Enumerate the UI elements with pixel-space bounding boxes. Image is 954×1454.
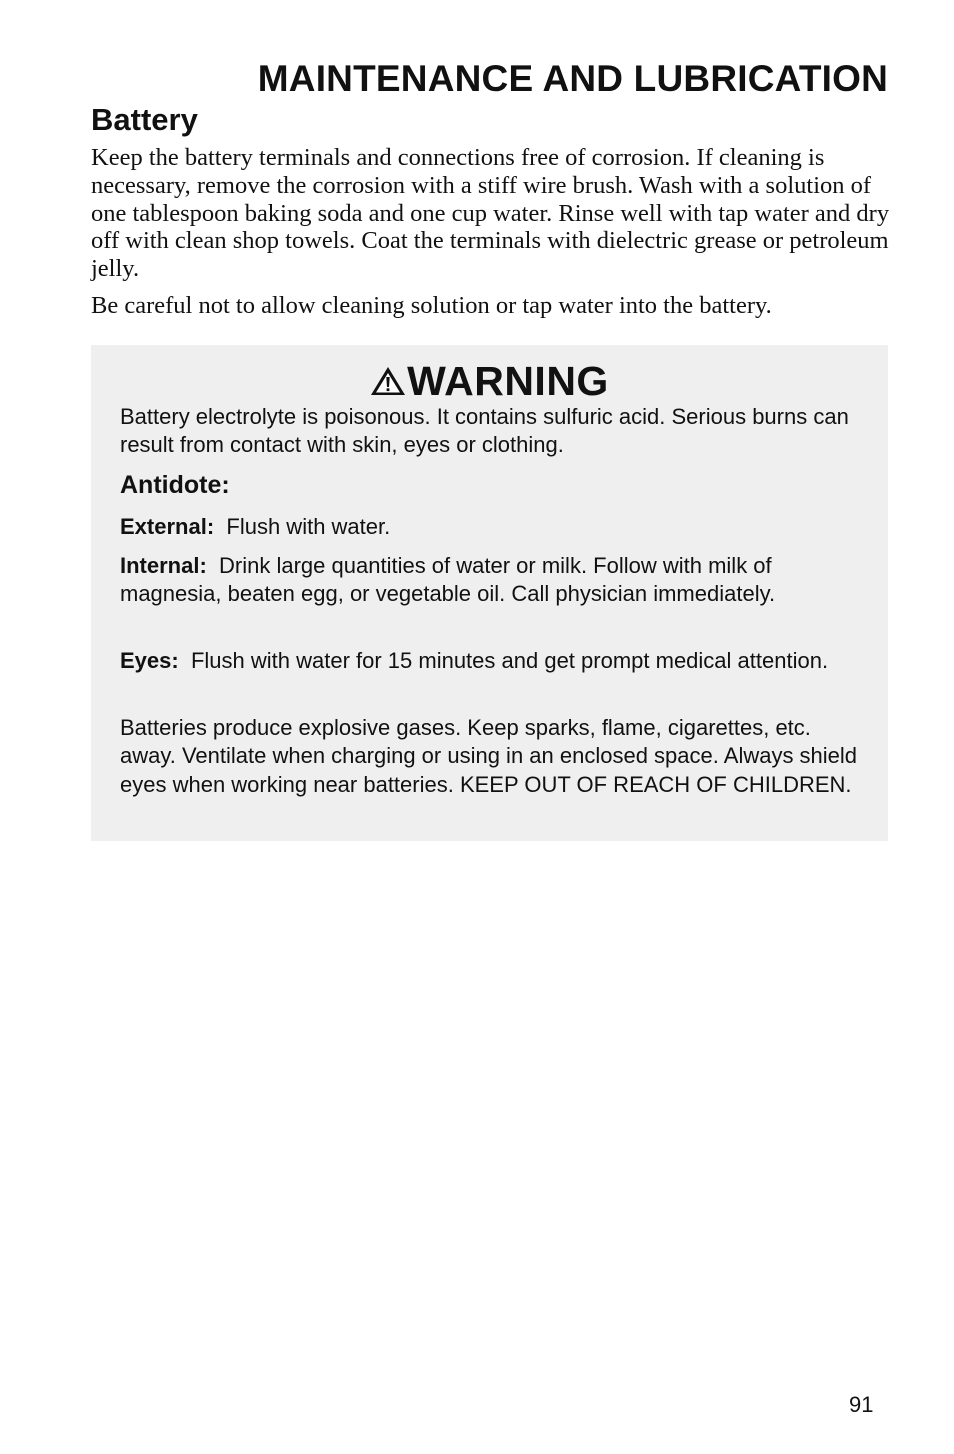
warning-title-text: WARNING (407, 358, 609, 404)
warning-box (91, 345, 888, 841)
antidote-eyes (120, 647, 865, 675)
antidote-external (120, 513, 865, 541)
warning-title (91, 359, 888, 403)
antidote-internal-text: Drink large quantities of water or milk. Follow with milk of magnesia, beaten egg, or vegetable oil. Call physician immediately. (120, 553, 776, 607)
battery-paragraph-cleaning: Keep the battery terminals and connections free of corrosion. If cleaning is necessary, remove the corrosion with a stiff wire brush. Wash with a solution of one tablespoon baking soda and one cup water. Rinse well with tap water and dry off with clean shop towels. Coat the terminals with dielectric grease or petroleum jelly. (91, 144, 890, 283)
antidote-eyes-label: Eyes: (120, 648, 179, 673)
chapter-title: MAINTENANCE AND LUBRICATION (257, 58, 888, 99)
antidote-heading: Antidote: (120, 471, 230, 499)
section-heading-battery: Battery (91, 102, 198, 137)
antidote-eyes-text: Flush with water for 15 minutes and get prompt medical attention. (190, 648, 829, 673)
antidote-internal (120, 552, 865, 609)
warning-triangle-icon (370, 366, 406, 396)
batteries-gas-warning: Batteries produce explosive gases. Keep sparks, flame, cigarettes, etc. away. Ventilate when charging or using in an enclosed space. Always shield eyes when working near batteries. KEEP OUT OF REACH OF CHILDREN. (120, 715, 858, 797)
battery-paragraph-caution: Be careful not to allow cleaning solution or tap water into the battery. (91, 292, 772, 319)
warning-intro: Battery electrolyte is poisonous. It contains sulfuric acid. Serious burns can result from contact with skin, eyes or clothing. (120, 404, 849, 458)
antidote-external-text: Flush with water. (226, 514, 391, 539)
antidote-internal-label: Internal: (120, 553, 207, 578)
page-number: 91 (849, 1392, 874, 1417)
antidote-external-label: External: (120, 514, 215, 539)
